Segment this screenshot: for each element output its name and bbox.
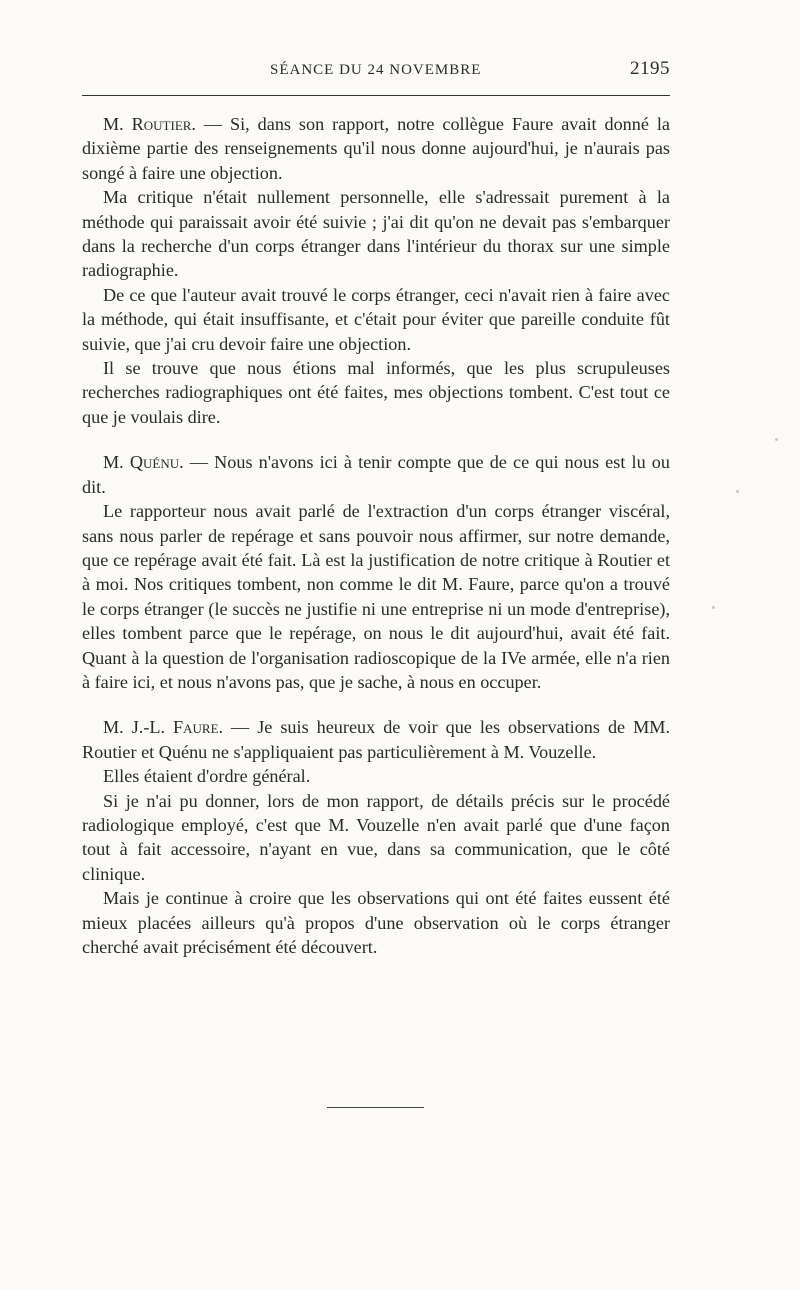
speaker-name: M. J.-L. Faure. — [103, 717, 224, 738]
end-rule — [327, 1107, 424, 1108]
header-rule — [82, 95, 670, 96]
running-title: SÉANCE DU 24 NOVEMBRE — [270, 62, 482, 78]
paragraph — [82, 112, 670, 185]
paragraph: Si je n'ai pu donner, lors de mon rapport, de détails précis sur le procédé radiologique employé, c'est que M. Vouzelle n'en avait parlé que d'une façon tout à fait accessoire, n'ayant en vue, dans sa communication, que le côté clinique. — [82, 790, 670, 884]
page-number: 2195 — [630, 58, 670, 79]
speech-faure — [82, 715, 670, 959]
paragraph-text: — Nous n'avons ici à tenir compte que de ce qui nous est lu ou dit. — [82, 452, 670, 497]
paragraph-text: — Je suis heureux de voir que les observations de MM. Routier et Quénu ne s'appliquaient pas particulièrement à M. Vouzelle. — [82, 717, 670, 762]
paragraph: Le rapporteur nous avait parlé de l'extraction d'un corps étranger viscéral, sans nous parler de repérage et sans pouvoir nous affirmer, sur notre demande, que ce repérage avait été fait. Là est la justification de notre critique à Routier et à moi. Nos critiques tombent, non comme le dit M. Faure, parce qu'on a trouvé le corps étranger (le succès ne justifie ni une entreprise ni un mode d'entreprise), elles tombent parce que le repérage, on nous le dit aujourd'hui, avait été fait. Quant à la question de l'organisation radioscopique de la IVe armée, elle n'a rien à faire ici, et nous n'avons pas, que je sache, à nous en occuper. — [82, 501, 670, 692]
paragraph: Mais je continue à croire que les observations qui ont été faites eussent été mieux placées ailleurs qu'à propos d'une observation où le corps étranger cherché avait précisément été découvert. — [82, 888, 670, 957]
paragraph: Ma critique n'était nullement personnelle, elle s'adressait purement à la méthode qui paraissait avoir été suivie ; j'ai dit qu'on ne devait pas s'embarquer dans la recherche d'un corps étranger dans l'intérieur du thorax sur une simple radiographie. — [82, 187, 670, 281]
speaker-name: M. Quénu. — [103, 452, 184, 473]
speaker-name: M. Routier. — [103, 114, 196, 134]
paragraph: Elles étaient d'ordre général. — [103, 766, 311, 787]
speech-quenu — [82, 450, 670, 694]
paragraph-text: — Si, dans son rapport, notre collègue Faure avait donné la dixième partie des renseignements qu'il nous donne aujourd'hui, je n'aurais pas songé à faire une objection. — [82, 114, 670, 183]
paper-speck — [712, 606, 715, 609]
page-header — [82, 58, 670, 84]
body-text — [82, 112, 670, 959]
paragraph — [82, 450, 670, 499]
speech-routier — [82, 112, 670, 429]
paragraph — [82, 715, 670, 764]
paper-speck — [775, 438, 778, 441]
paragraph: De ce que l'auteur avait trouvé le corps étranger, ceci n'avait rien à faire avec la méthode, qui était insuffisante, et c'était pour éviter que pareille conduite fût suivie, que j'ai cru devoir faire une objection. — [82, 284, 670, 354]
paper-speck — [736, 490, 739, 493]
paragraph: Il se trouve que nous étions mal informés, que les plus scrupuleuses recherches radiographiques ont été faites, mes objections tombent. C'est tout ce que je voulais dire. — [82, 358, 670, 427]
